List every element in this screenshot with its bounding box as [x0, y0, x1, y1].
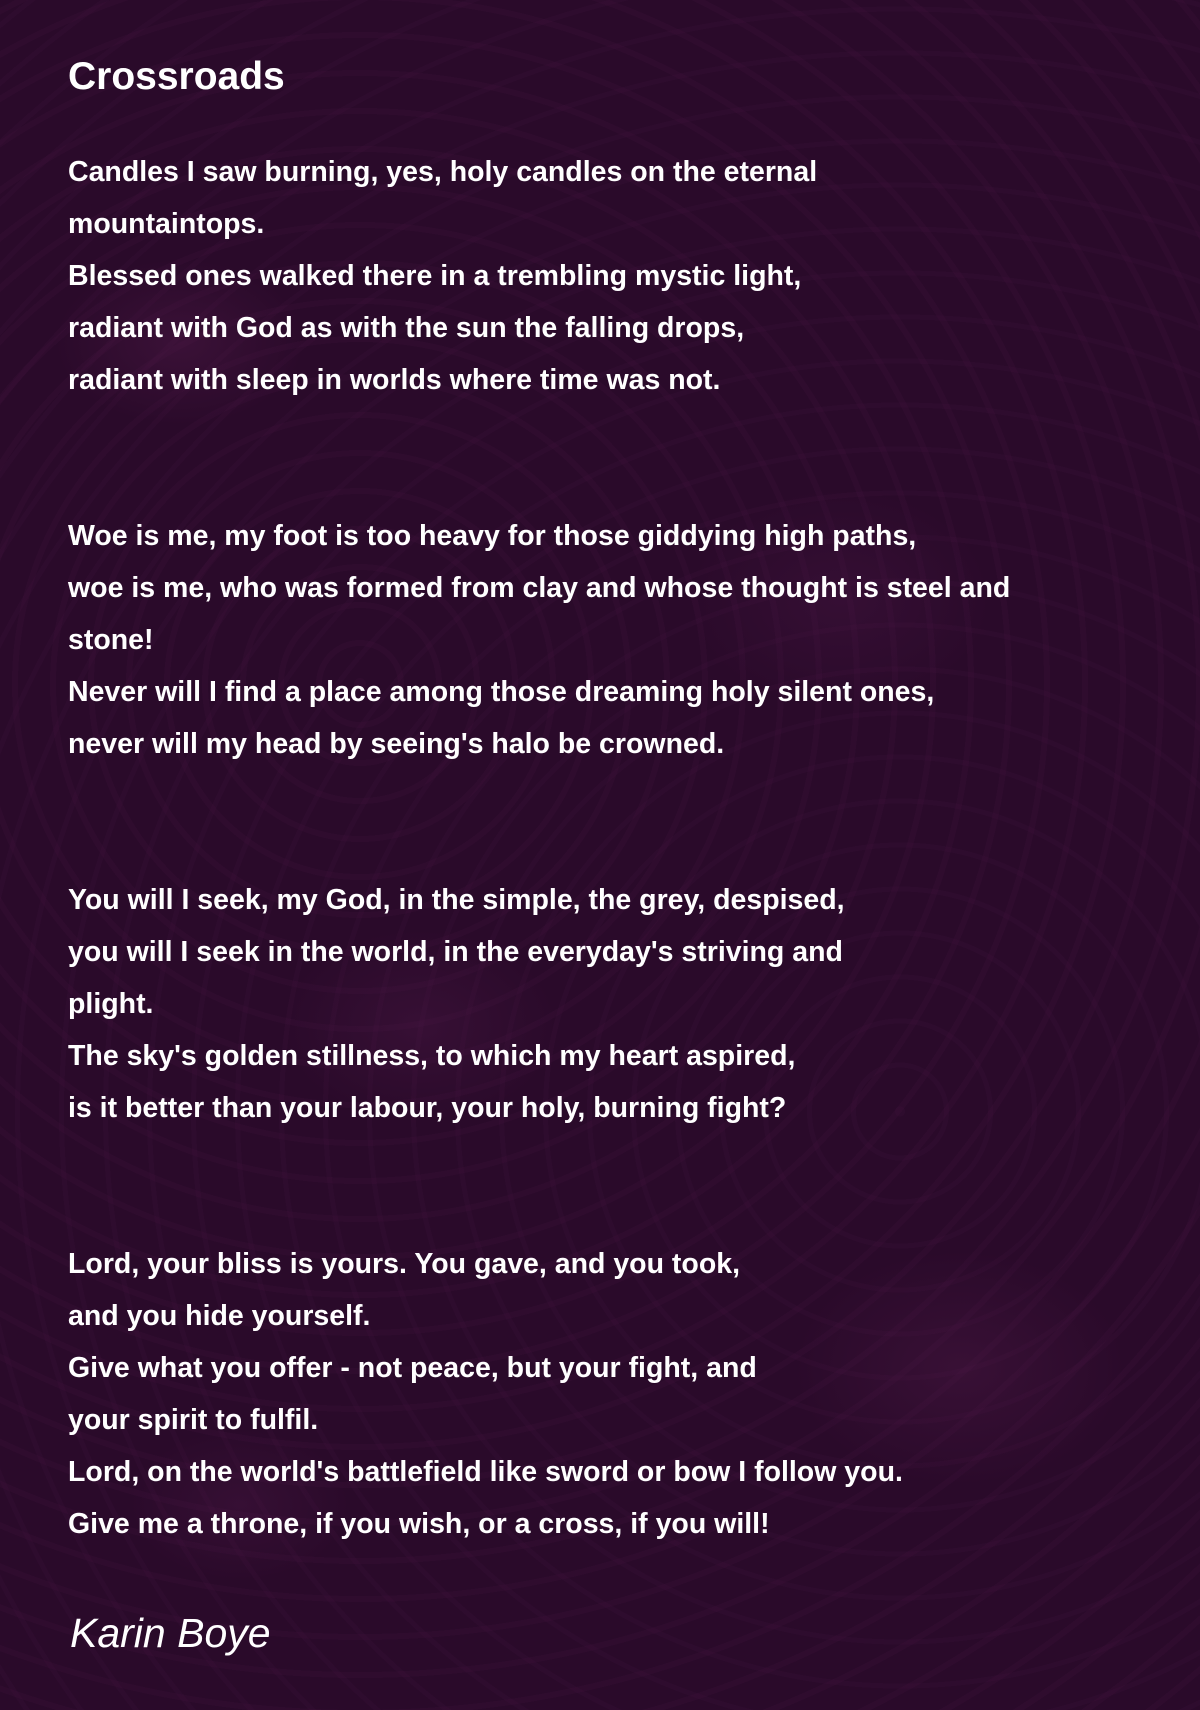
- poem-line: you will I seek in the world, in the everyday's striving and: [68, 936, 843, 968]
- poem-line: Never will I find a place among those dreaming holy silent ones,: [68, 676, 935, 708]
- poem-line: and you hide yourself.: [68, 1300, 371, 1332]
- poem-line: mountaintops.: [68, 208, 265, 240]
- stanza-4: [68, 1238, 1148, 1550]
- poem-line: You will I seek, my God, in the simple, the grey, despised,: [68, 884, 845, 916]
- stanza-3: [68, 874, 1148, 1134]
- poem-line: Give me a throne, if you wish, or a cross, if you will!: [68, 1508, 770, 1540]
- poem-line: Lord, on the world's battlefield like sword or bow I follow you.: [68, 1456, 903, 1488]
- poem-line: never will my head by seeing's halo be crowned.: [68, 728, 725, 760]
- poem-container: [68, 52, 1148, 1550]
- poem-title: Crossroads: [68, 55, 285, 98]
- poem-line: stone!: [68, 624, 154, 656]
- stanza-1: [68, 146, 1148, 406]
- poem-line: is it better than your labour, your holy, burning fight?: [68, 1092, 787, 1124]
- poem-line: Give what you offer - not peace, but your fight, and: [68, 1352, 757, 1384]
- poem-line: Lord, your bliss is yours. You gave, and you took,: [68, 1248, 740, 1280]
- poem-line: plight.: [68, 988, 154, 1020]
- poem-line: radiant with God as with the sun the falling drops,: [68, 312, 745, 344]
- poem-line: woe is me, who was formed from clay and whose thought is steel and: [68, 572, 1011, 604]
- poem-line: Woe is me, my foot is too heavy for those giddying high paths,: [68, 520, 917, 552]
- stanza-2: [68, 510, 1148, 770]
- poem-line: your spirit to fulfil.: [68, 1404, 319, 1436]
- poem-line: radiant with sleep in worlds where time was not.: [68, 364, 721, 396]
- poem-line: Candles I saw burning, yes, holy candles on the eternal: [68, 156, 818, 188]
- poem-author: Karin Boye: [70, 1610, 271, 1656]
- poem-line: The sky's golden stillness, to which my heart aspired,: [68, 1040, 796, 1072]
- poem-line: Blessed ones walked there in a trembling mystic light,: [68, 260, 802, 292]
